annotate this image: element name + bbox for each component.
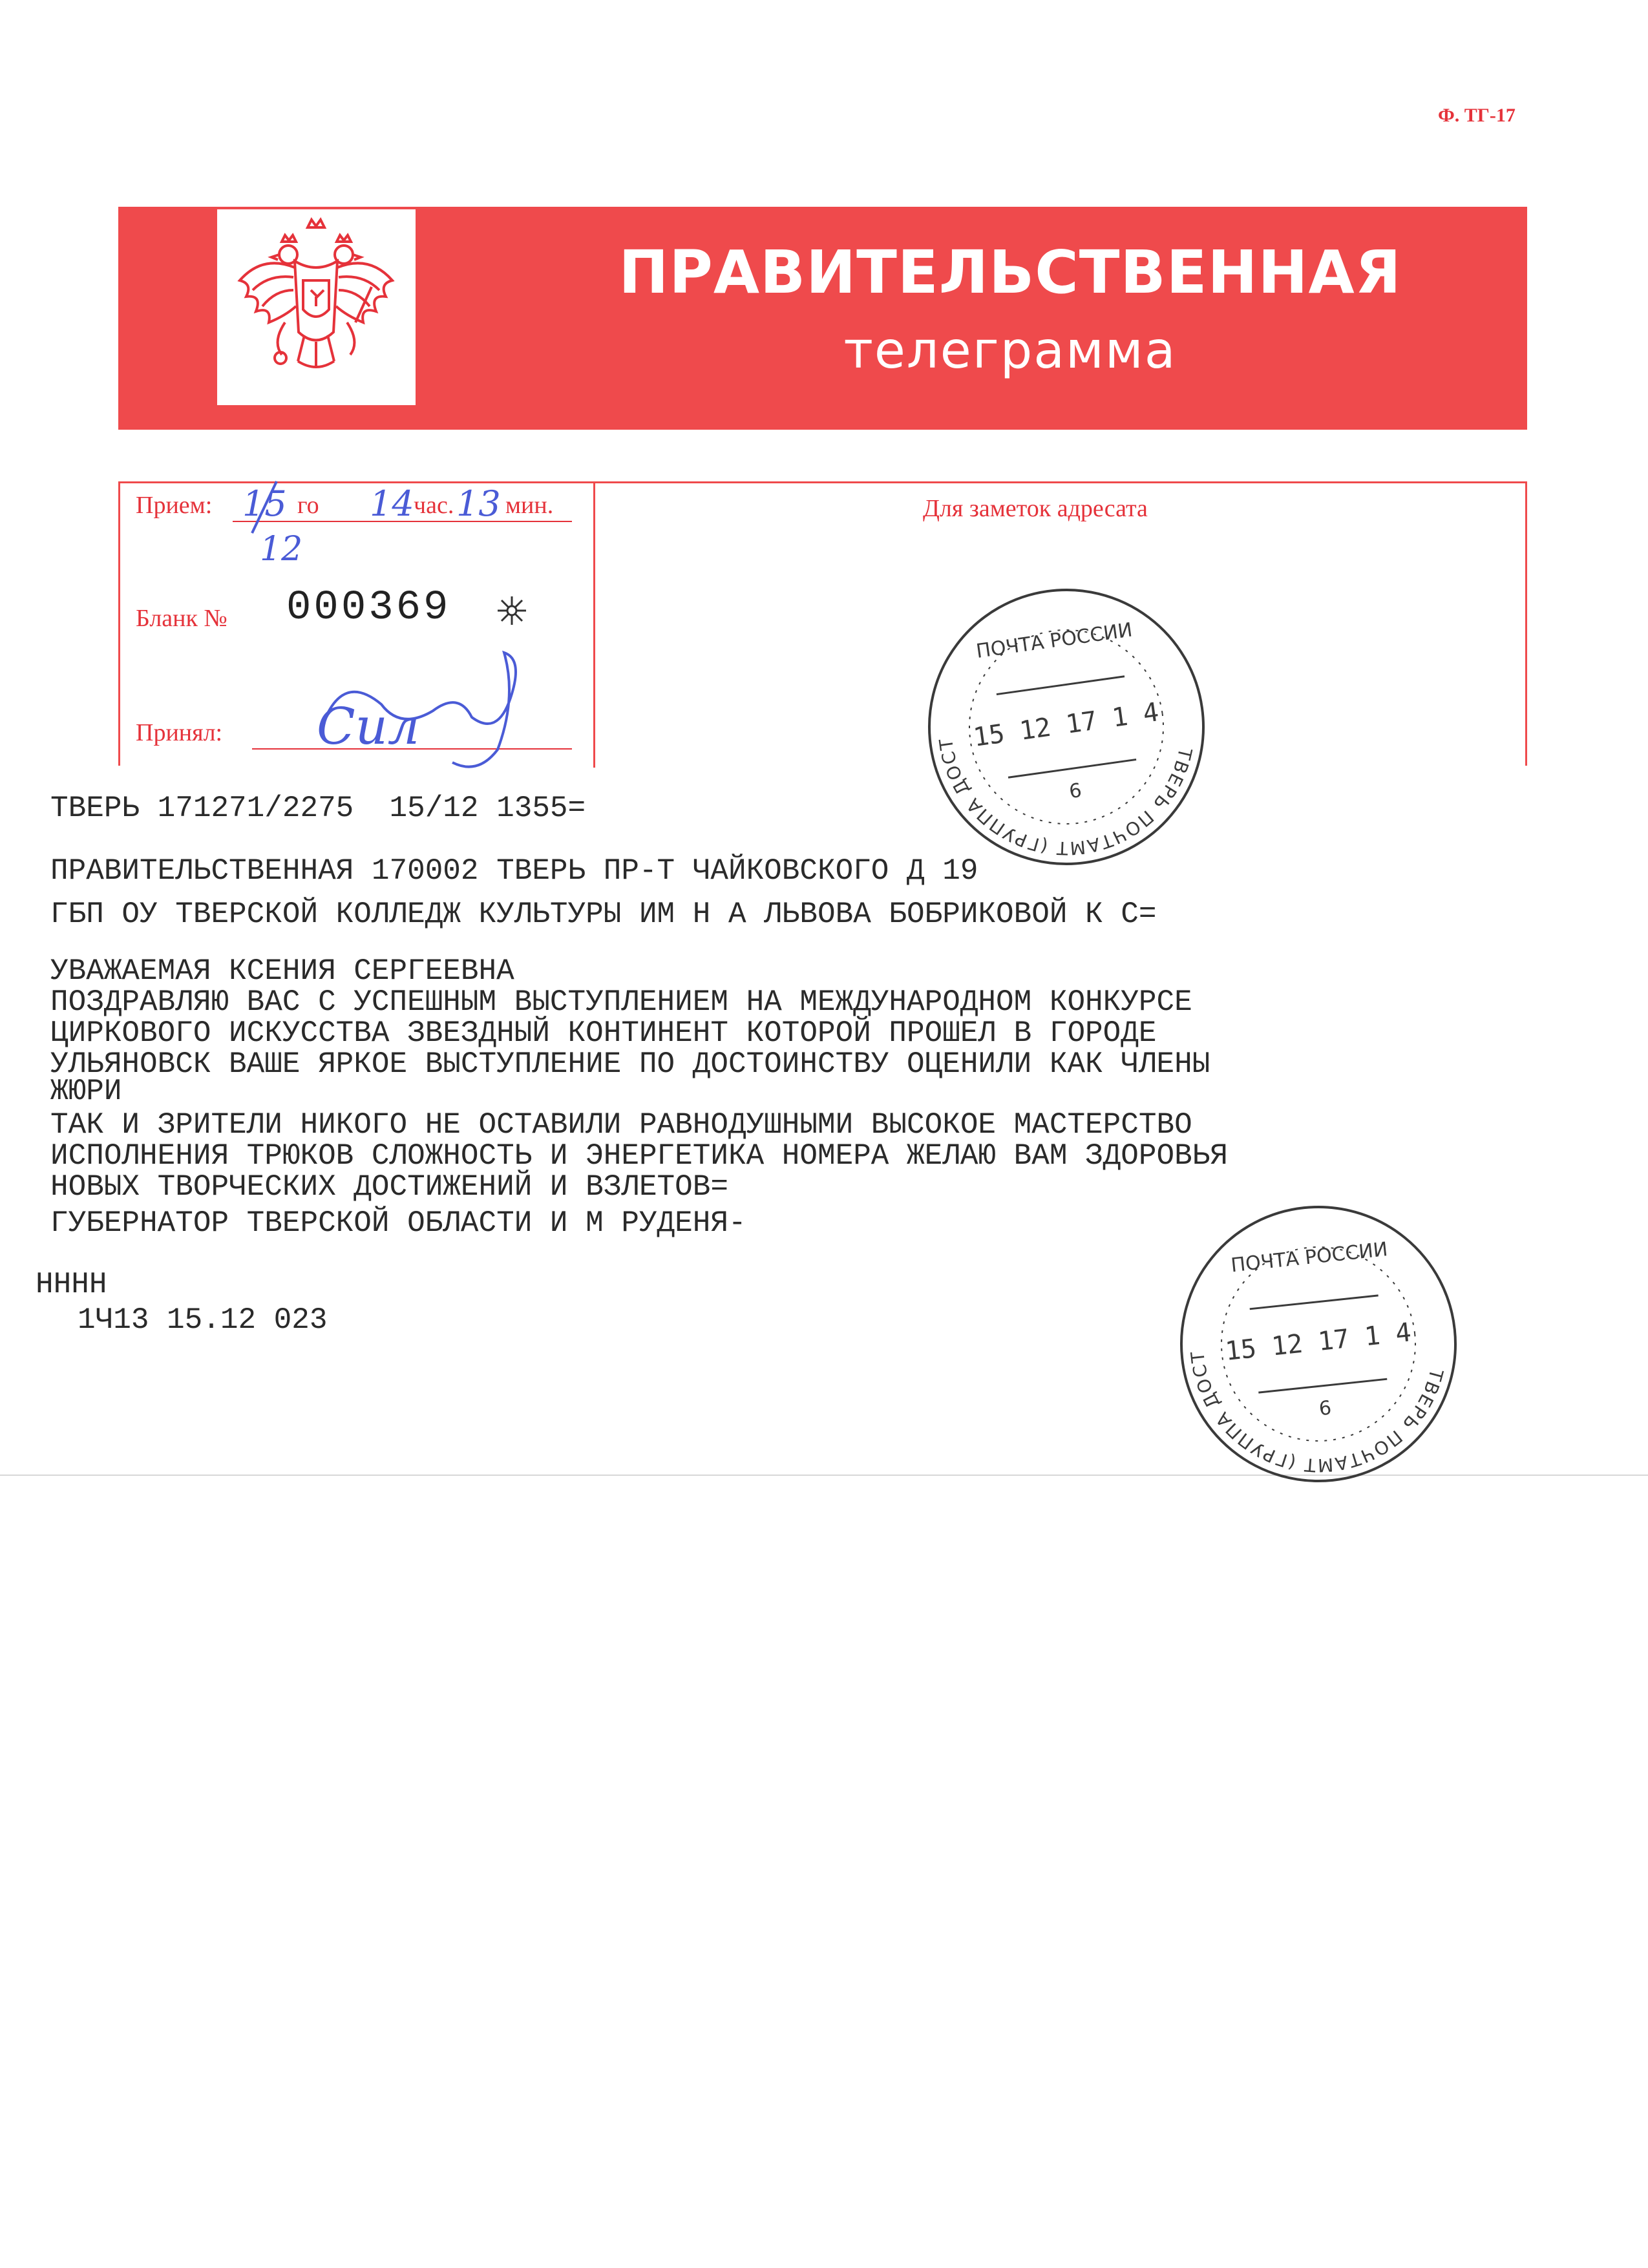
telegram-footer: 1Ч13 15.12 023: [78, 1303, 328, 1337]
stamp-top-text: ПОЧТА РОССИИ: [975, 618, 1134, 664]
coat-of-arms-emblem: [217, 209, 416, 405]
body-line: ИСПОЛНЕНИЯ ТРЮКОВ СЛОЖНОСТЬ И ЭНЕРГЕТИКА НОМЕРА ЖЕЛАЮ ВАМ ЗДОРОВЬЯ: [50, 1139, 1228, 1173]
received-hour-handwritten: 14: [370, 483, 414, 524]
stamp-top-text: ПОЧТА РОССИИ: [1229, 1238, 1389, 1277]
form-code: Ф. ТГ-17: [1438, 105, 1516, 126]
address-line: ПРАВИТЕЛЬСТВЕННАЯ 170002 ТВЕРЬ ПР-Т ЧАЙКОВСКОГО Д 19: [50, 854, 978, 888]
address-line: ГБП ОУ ТВЕРСКОЙ КОЛЛЕДЖ КУЛЬТУРЫ ИМ Н А ЛЬВОВА БОБРИКОВОЙ К С=: [50, 898, 1157, 931]
end-marker: НННН: [36, 1268, 107, 1301]
body-line: ЖЮРИ: [50, 1075, 122, 1108]
blank-number: 000369: [286, 585, 451, 631]
postal-stamp: [1167, 1192, 1470, 1496]
stamp-number: 6: [1318, 1396, 1333, 1421]
telegram-header: ТВЕРЬ 171271/2275 15/12 1355=: [50, 792, 586, 825]
signature-stroke: [304, 646, 536, 775]
accepted-signature: Сил: [317, 698, 420, 756]
stamp-ring-text: ТВЕРЬ ПОЧТАМТ (ГРУППА ДОСТАВКИ: [1187, 1349, 1448, 1476]
body-line: УЛЬЯНОВСК ВАШЕ ЯРКОЕ ВЫСТУПЛЕНИЕ ПО ДОСТОИНСТВУ ОЦЕНИЛИ КАК ЧЛЕНЫ: [50, 1047, 1210, 1081]
body-line: ГУБЕРНАТОР ТВЕРСКОЙ ОБЛАСТИ И М РУДЕНЯ-: [50, 1206, 746, 1240]
asterisk-mark-icon: [492, 591, 531, 630]
received-label: Прием:: [136, 492, 213, 519]
stamp-date: 15 12 17 1 4: [971, 697, 1161, 753]
body-line: УВАЖАЕМАЯ КСЕНИЯ СЕРГЕЕВНА: [50, 954, 514, 988]
stamp-number: 6: [1068, 779, 1083, 804]
double-headed-eagle-icon: [217, 209, 416, 405]
received-day-handwritten: 15: [242, 483, 287, 524]
stamp-date: 15 12 17 1 4: [1223, 1318, 1413, 1367]
stamp-ring-text: ТВЕРЬ ПОЧТАМТ (ГРУППА ДОСТАВКИ: [935, 736, 1196, 859]
body-line: ЦИРКОВОГО ИСКУССТВА ЗВЕЗДНЫЙ КОНТИНЕНТ КОТОРОЙ ПРОШЕЛ В ГОРОДЕ: [50, 1016, 1157, 1050]
banner-title: ПРАВИТЕЛЬСТВЕННАЯ: [618, 238, 1402, 307]
frame-divider: [593, 483, 595, 768]
banner-subtitle: телеграмма: [843, 322, 1177, 380]
body-line: ТАК И ЗРИТЕЛИ НИКОГО НЕ ОСТАВИЛИ РАВНОДУШНЫМИ ВЫСОКОЕ МАСТЕРСТВО: [50, 1108, 1192, 1142]
body-line: ПОЗДРАВЛЯЮ ВАС С УСПЕШНЫМ ВЫСТУПЛЕНИЕМ НА МЕЖДУНАРОДНОМ КОНКУРСЕ: [50, 985, 1192, 1019]
blank-label: Бланк №: [136, 605, 227, 632]
hour-label: час.: [414, 492, 454, 519]
received-month-handwritten: 12: [260, 530, 303, 569]
minute-label: мин.: [505, 492, 554, 519]
handwritten-slash: [246, 478, 284, 536]
day-label: го: [297, 492, 319, 519]
notes-label: Для заметок адресата: [923, 495, 1148, 522]
body-line: НОВЫХ ТВОРЧЕСКИХ ДОСТИЖЕНИЙ И ВЗЛЕТОВ=: [50, 1170, 728, 1204]
postal-stamp: [914, 575, 1218, 879]
header-banner: [118, 207, 1527, 430]
received-minute-handwritten: 13: [456, 483, 501, 524]
accepted-label: Принял:: [136, 719, 223, 746]
